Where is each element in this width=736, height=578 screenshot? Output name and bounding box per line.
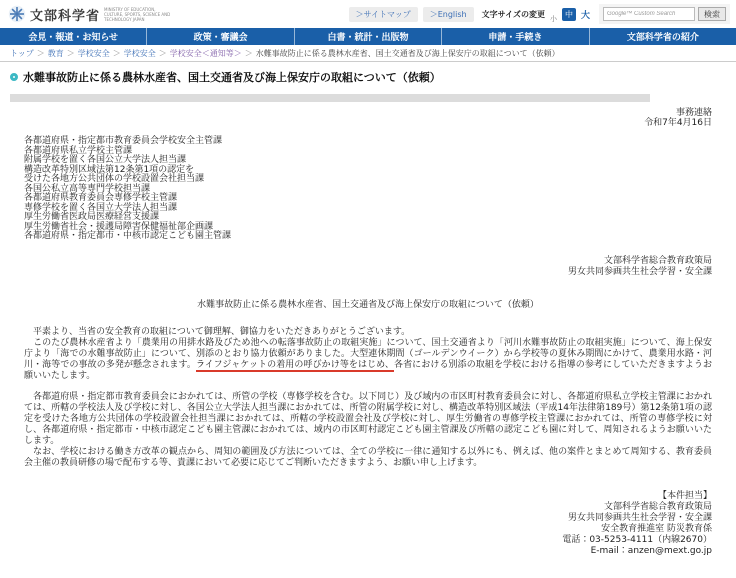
recipient-line: 受けた各地方公共団体の学校設置会社担当課: [24, 174, 205, 184]
breadcrumb-link-notices[interactable]: 学校安全＜通知等＞: [169, 48, 242, 58]
search-button[interactable]: 検索: [698, 7, 726, 21]
nav-item-applications[interactable]: 申請・手続き: [441, 28, 588, 45]
recipient-line: 各都道府県私立学校主管課: [24, 145, 133, 156]
recipient-line: 各都道府県・指定都市教育委員会学校安全主管課: [24, 136, 223, 146]
page-title: 水難事故防止に係る農林水産省、国土交通省及び海上保安庁の取組について（依頼）: [23, 71, 441, 84]
request-text-before: このたび農林水産省より「農業用の用排水路及びため池への転落事故防止の取組実施」について、国土交通省より「河川水難事故防止の取組実施」について、海上保安庁より「海での水難事故防止」について、別添のとおり協力依頼がありました。大型連休期間（ゴールデンウイーク）から学校等の夏休み期間にかけて、農業用水路・河川・海等での事故の多発が懸念されます。: [24, 337, 712, 370]
site-logo-title: 文部科学省: [30, 8, 101, 24]
recipient-line: 附属学校を置く各国公立大学法人担当課: [24, 155, 187, 165]
doc-date: 令和7年4月16日: [644, 118, 712, 128]
recipient-line: 各都道府県・指定都市・中核市認定こども園主管課: [24, 231, 232, 241]
paragraph-note: なお、学校における働き方改革の観点から、周知の範囲及び方法については、全ての学校に一律に通知する以外にも、例えば、他の案件とまとめて周知する、教育委員会主催の教員研修の場で配布する等、貴課において必要に応じてご判断いただきますよう、お願い申し上げます。: [24, 446, 712, 468]
font-size-label: 文字サイズの変更: [481, 9, 545, 19]
contact-bureau: 文部科学省総合教育政策局: [603, 501, 712, 512]
breadcrumb-separator: ＞: [112, 48, 121, 58]
search-input[interactable]: [603, 7, 695, 21]
breadcrumb-link-school-safety-2[interactable]: 学校安全: [123, 48, 156, 58]
font-size-medium-button[interactable]: 中: [562, 8, 576, 21]
title-bullet-icon: [10, 73, 18, 81]
breadcrumb: [0, 45, 736, 62]
paragraph-distribution: 各都道府県・指定都市教育委員会におかれては、所管の学校（専修学校を含む。以下同じ）及び域内の市区町村教育委員会に対し、各都道府県私立学校主管課におかれては、所轄の学校法人及び学校に対し、各国公立大学法人担当課におかれては、所管の附属学校に対し、構造改革特別区域法（平成14年法律第189号）第12条第1項の認定を受けた各地方公共団体の学校設置会社担当課におかれては、所轄の学校設置会社及び学校に対し、厚生労働省の専修学校主管課におかれては、所管の専修学校に対し、各都道府県・指定都市・中核市認定こども園主管課におかれては、域内の市区町村認定こども園主管課及び所轄の認定こども園に対して、周知されるようお願いいたします。: [24, 391, 712, 446]
recipient-line: 厚生労働省医政局医療経営支援課: [24, 212, 160, 222]
site-logo-subtitle: MINISTRY OF EDUCATION, CULTURE, SPORTS, SCIENCE AND TECHNOLOGY JAPAN: [104, 6, 171, 22]
main-nav: [0, 28, 736, 45]
paragraph-greeting: 平素より、当省の安全教育の取組について御理解、御協力をいただきありがとうございます。: [24, 326, 411, 337]
mext-logo-icon: [8, 5, 26, 23]
nav-item-policy[interactable]: 政策・審議会: [146, 28, 293, 45]
nav-item-about[interactable]: 文部科学省の紹介: [589, 28, 736, 45]
contact-email[interactable]: E-mail：anzen@mext.go.jp: [590, 545, 712, 556]
contact-section: 安全教育推進室 防災教育係: [601, 523, 712, 534]
breadcrumb-link-top[interactable]: トップ: [10, 48, 34, 58]
breadcrumb-separator: ＞: [244, 48, 253, 58]
sender-bureau: 文部科学省総合教育政策局: [603, 255, 712, 266]
header-utilities: [349, 4, 730, 24]
recipient-line: 厚生労働省社会・援護局障害保健福祉部企画課: [24, 221, 214, 232]
contact-division: 男女共同参画共生社会学習・安全課: [567, 512, 712, 523]
title-divider: [10, 94, 650, 102]
breadcrumb-separator: ＞: [158, 48, 167, 58]
font-size-large-button[interactable]: 大: [580, 10, 590, 21]
sender-block: [24, 256, 712, 278]
mext-logo[interactable]: [8, 5, 172, 24]
sender-division: 男女共同参画共生社会学習・安全課: [567, 266, 712, 277]
paragraph-request: [24, 338, 712, 382]
font-size-small-button[interactable]: 小: [549, 15, 557, 23]
nav-item-publications[interactable]: 白書・統計・出版物: [294, 28, 441, 45]
request-text-after: 各省における別添の取組を学校における指導の参考にしていただきますようお願いいたします。: [24, 359, 712, 381]
english-link[interactable]: ＞English: [423, 7, 474, 22]
breadcrumb-link-school-safety-1[interactable]: 学校安全: [77, 48, 110, 58]
document-body: [0, 102, 736, 557]
recipient-line: 専修学校を置く各国立大学法人担当課: [24, 202, 178, 213]
sitemap-link[interactable]: ＞サイトマップ: [349, 7, 418, 22]
doc-type: 事務連絡: [675, 108, 712, 118]
site-search: [599, 4, 730, 24]
contact-block: [24, 491, 712, 557]
contact-phone: 電話：03-5253-4111（内線2670）: [562, 534, 712, 545]
breadcrumb-current: 水難事故防止に係る農林水産省、国土交通省及び海上保安庁の取組について（依頼）: [255, 48, 560, 58]
document-meta: [24, 108, 712, 128]
nav-item-press[interactable]: 会見・報道・お知らせ: [28, 33, 119, 43]
recipient-line: 構造改革特別区域法第12条第1項の認定を: [24, 164, 195, 175]
breadcrumb-separator: ＞: [66, 48, 75, 58]
recipient-list: [24, 137, 712, 242]
document-subject: 水難事故防止に係る農林水産省、国土交通省及び海上保安庁の取組について（依頼）: [197, 299, 539, 310]
contact-heading: 【本件担当】: [657, 490, 712, 501]
page-title-row: [0, 62, 736, 89]
red-underlined-phrase: ライフジャケットの着用の呼びかけ等をはじめ、: [195, 359, 394, 370]
recipient-line: 各国公私立高等専門学校担当課: [24, 183, 151, 194]
breadcrumb-separator: ＞: [36, 48, 45, 58]
breadcrumb-link-education[interactable]: 教育: [47, 48, 64, 58]
recipient-line: 各都道府県教育委員会専修学校主管課: [24, 193, 178, 203]
site-header: [0, 0, 736, 28]
